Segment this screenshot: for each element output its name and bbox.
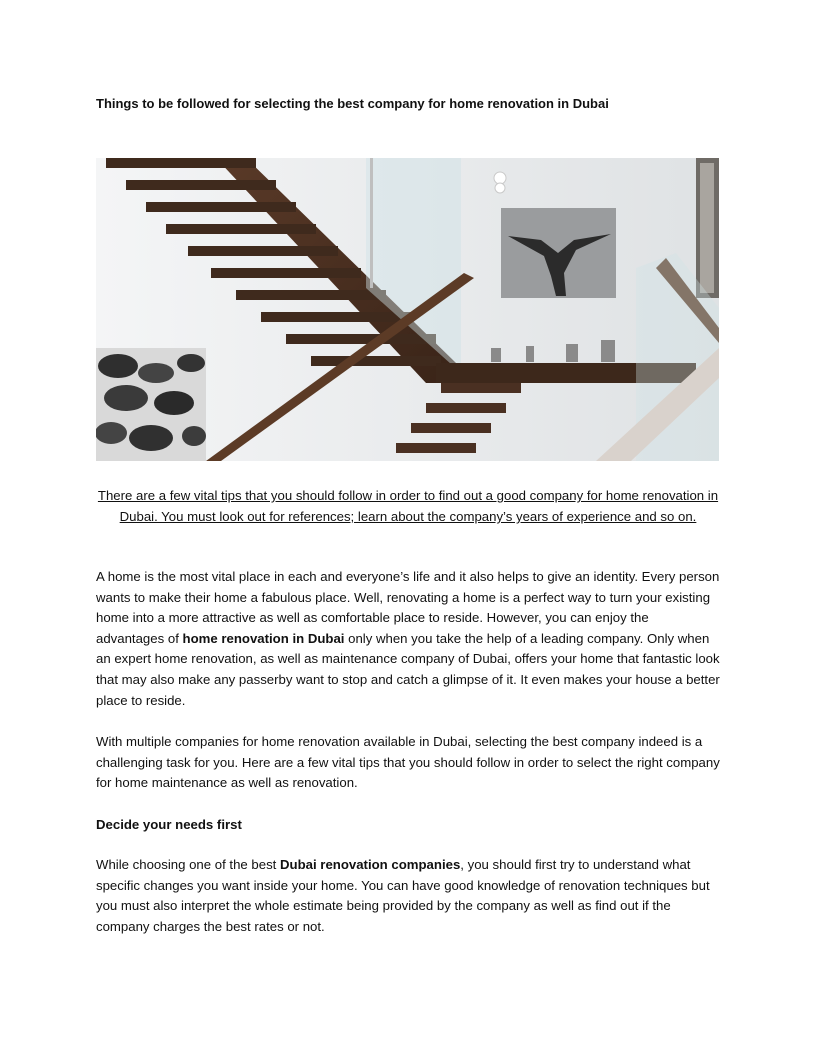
paragraph-intro-text-1: A home is the most vital place in each and everyone’s life and it also helps to give an identity. Every person wants to make their home a fabulous place. Well, renovating a home is a perfect way to turn your existing home into a more attractive as well as comfortable place to reside. However, you can enjoy the advantages of xyxy=(96,569,720,646)
paragraph-needs-text-1: While choosing one of the best xyxy=(96,857,281,872)
paragraph-intro xyxy=(96,567,720,711)
keyword-dubai-renovation-companies: Dubai renovation companies xyxy=(280,857,461,872)
paragraph-needs-text-2: , you should first try to understand what specific changes you want inside your home. You can have good knowledge of renovation techniques but you must also interpret the whole estimate being provided by the company as well as find out if the company charges the best rates or not. xyxy=(96,857,710,934)
paragraph-intro-text-2: only when you take the help of a leading company. Only when an expert home renovation, as well as maintenance company of Dubai, offers your home that fantastic look that may also make any passerby want to stop and catch a glimpse of it. It even makes your house a better place to reside. xyxy=(96,630,720,708)
page-title: Things to be followed for selecting the best company for home renovation in Dubai xyxy=(96,96,609,111)
staircase-illustration xyxy=(96,158,719,461)
image-caption: There are a few vital tips that you should follow in order to find out a good company for home renovation in Dubai. You must look out for references; learn about the company’s years of experience and so on. xyxy=(97,488,719,524)
paragraph-selection: With multiple companies for home renovation available in Dubai, selecting the best company indeed is a challenging task for you. Here are a few vital tips that you should follow in order to select the right company for home maintenance as well as renovation. xyxy=(96,734,720,791)
keyword-home-renovation: home renovation in Dubai xyxy=(182,630,345,646)
staircase-photo xyxy=(96,158,719,461)
paragraph-needs xyxy=(96,855,720,937)
section-heading: Decide your needs first xyxy=(96,817,242,832)
